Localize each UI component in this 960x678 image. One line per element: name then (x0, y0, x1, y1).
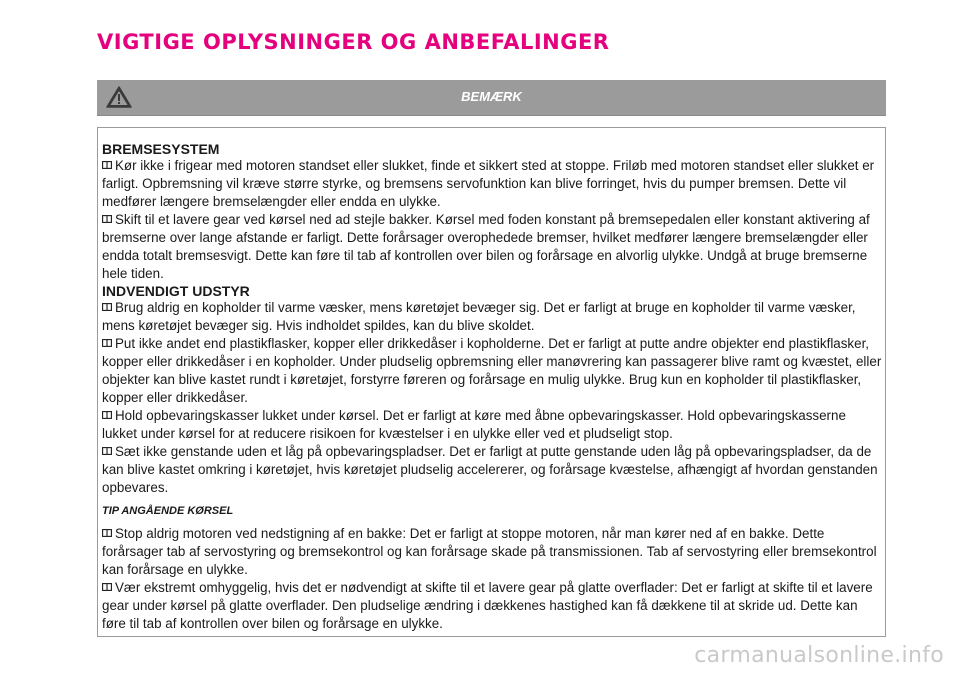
book-icon (102, 447, 112, 455)
warning-item (102, 407, 884, 443)
book-icon (102, 215, 112, 223)
warning-item (102, 335, 884, 407)
warning-item (102, 211, 884, 283)
note-content (102, 141, 884, 633)
note-title: BEMÆRK (461, 89, 522, 104)
warning-text: Kør ikke i frigear med motoren standset eller slukket, finde et sikkert sted at stoppe. Friløb med motoren standset eller slukket er farligt. Opbremsning vil kræve større styrke, og bremsens servofunktion kan blive forringet, hvis du pumper bremsen. Dette vil medfører længere bremselængder eller endda en ulykke. (102, 158, 875, 209)
book-icon (102, 411, 112, 419)
book-icon (102, 339, 112, 347)
book-icon (102, 161, 112, 169)
warning-item (102, 157, 884, 211)
section-heading-interior: INDVENDIGT UDSTYR (102, 283, 250, 299)
warning-text: Sæt ikke genstande uden et låg på opbevaringspladser. Det er farligt at putte genstande uden låg på opbevaringspladser, da de kan blive kastet omkring i køretøjet, hvis køretøjet pludselig accelererer, og forårsage kvæstelse, afhængigt af hvordan genstanden opbevares. (102, 444, 878, 495)
warning-text: Brug aldrig en kopholder til varme væsker, mens køretøjet bevæger sig. Det er farligt at bruge en kopholder til varme væsker, mens køretøjet bevæger sig. Hvis indholdet spildes, kan du blive skoldet. (102, 300, 856, 333)
book-icon (102, 529, 112, 537)
warning-text: Hold opbevaringskasser lukket under kørsel. Det er farligt at køre med åbne opbevaringskasser. Hold opbevaringskasserne lukket under kørsel for at reducere risikoen for kvæstelser i en ulykke eller ved et pludseligt stop. (102, 408, 846, 441)
note-bar (97, 80, 886, 116)
warning-text: Vær ekstremt omhyggelig, hvis det er nødvendigt at skifte til et lavere gear på glatte overflader: Det er farligt at skifte til et lavere gear under kørsel på glatte overflader. Den pludselige ændring i dækkenes hastighed kan få dækkene til at skride ud. Dette kan føre til tab af kontrollen over bilen og forårsage en ulykke. (102, 580, 873, 631)
section-heading-driving-tips: TIP ANGÅENDE KØRSEL (102, 505, 234, 517)
warning-item (102, 443, 884, 497)
watermark: carmanualsonline.info (694, 643, 944, 668)
warning-text: Stop aldrig motoren ved nedstigning af en bakke: Det er farligt at stoppe motoren, når man kører ned af en bakke. Dette forårsager tab af servostyring og bremsekontrol og kan forårsage skade på transmissionen. Tab af servostyring eller bremsekontrol kan forårsage en ulykke. (102, 526, 877, 577)
warning-text: Skift til et lavere gear ved kørsel ned ad stejle bakker. Kørsel med foden konstant på bremsepedalen eller konstant aktivering af bremserne over lange afstande er farligt. Dette forårsager overophedede bremser, hvilket medfører længere bremselængder eller endda totalt bremsesvigt. Dette kan føre til tab af kontrollen over bilen og forårsage en alvorlig ulykke. Undgå at bruge bremserne hele tiden. (102, 212, 870, 281)
warning-text: Put ikke andet end plastikflasker, kopper eller drikkedåser i kopholderne. Det er farligt at putte andre objekter end plastikflasker, kopper eller drikkedåser i en kopholder. Under pludselig opbremsning eller manøvrering kan passagerer blive ramt og kvæstet, eller objekter kan blive kastet rundt i køretøjet, forstyrre føreren og forårsage en mulig ulykke. Brug kun en kopholder til plastikflasker, kopper eller drikkedåser. (102, 336, 882, 405)
section-heading-brakes: BREMSESYSTEM (102, 141, 220, 157)
warning-item (102, 525, 884, 579)
warning-item (102, 299, 884, 335)
page-title: VIGTIGE OPLYSNINGER OG ANBEFALINGER (97, 30, 610, 54)
book-icon (102, 583, 112, 591)
warning-item (102, 579, 884, 633)
book-icon (102, 303, 112, 311)
